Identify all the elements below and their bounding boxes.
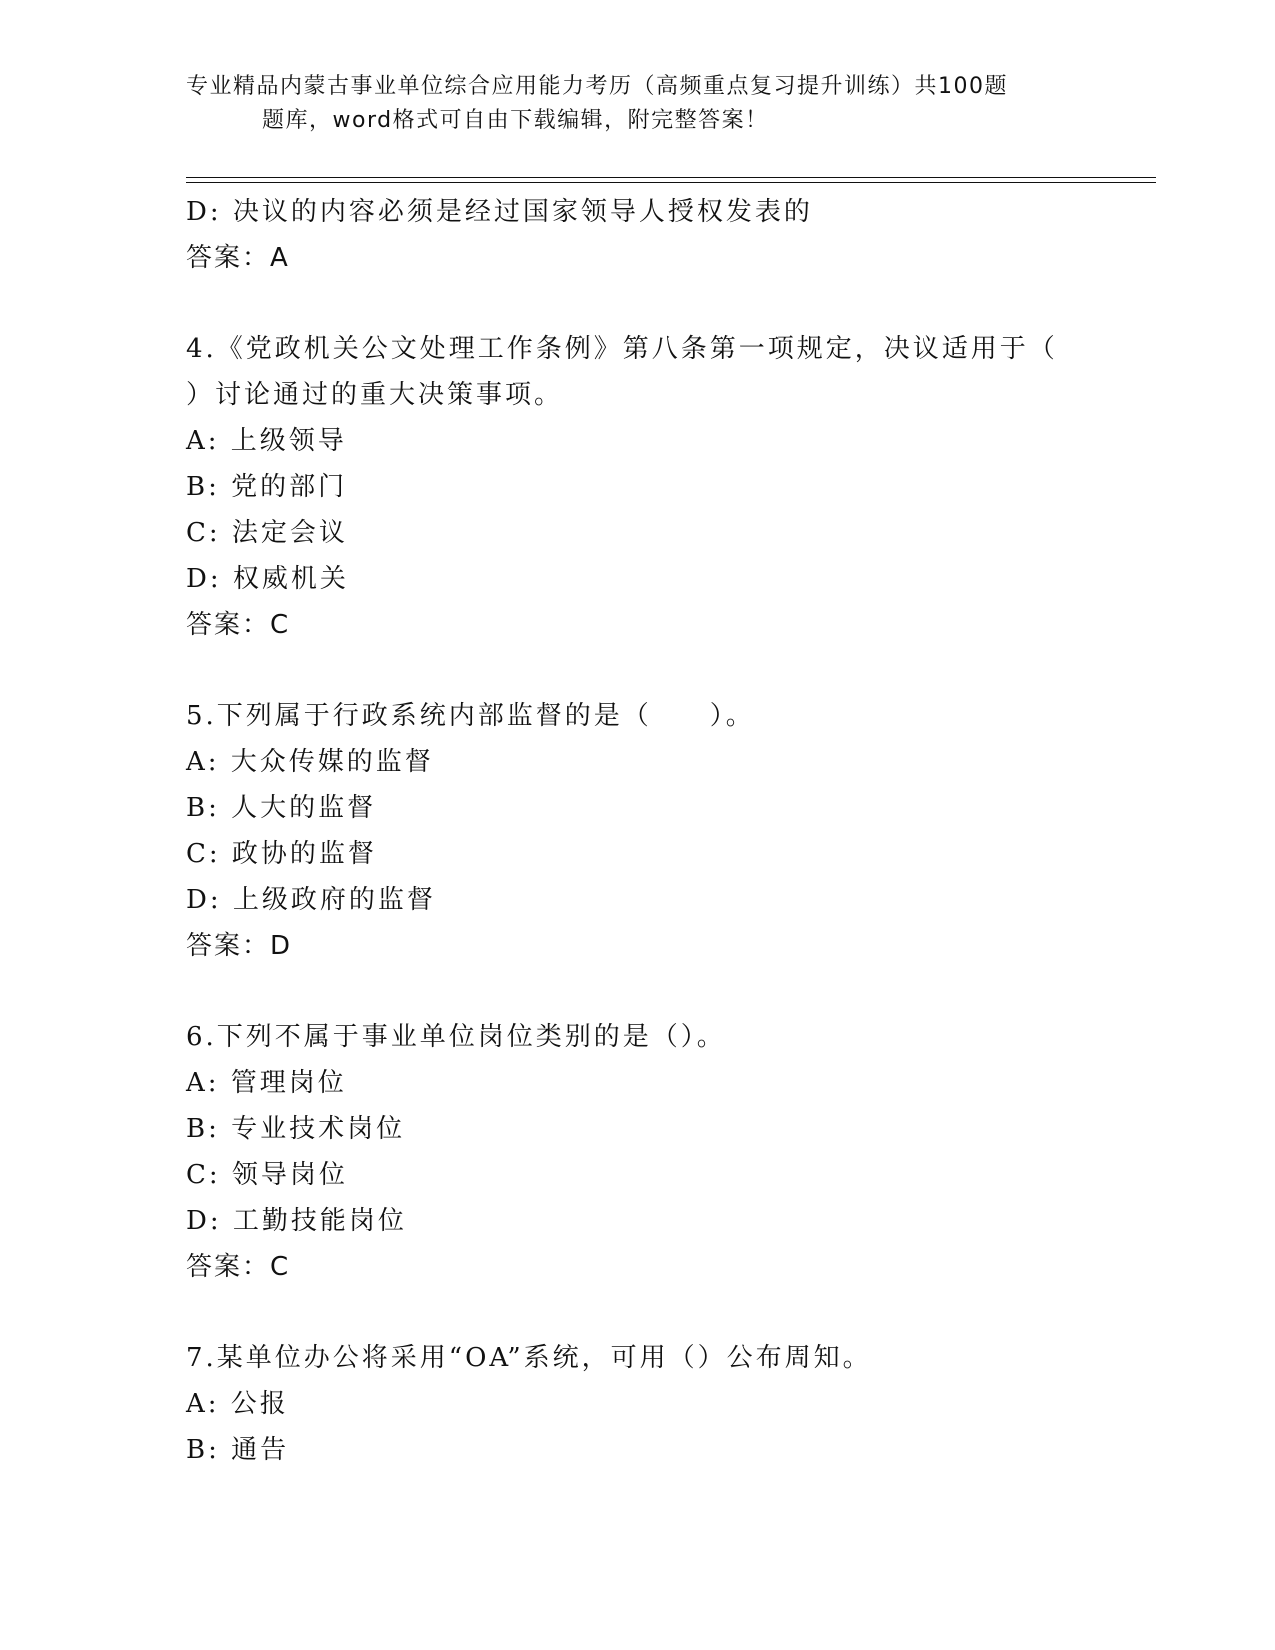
- q5-option-d: D: 上级政府的监督: [186, 885, 436, 915]
- q4-option-b: B: 党的部门: [186, 472, 348, 502]
- q6-answer: 答案：C: [186, 1252, 291, 1282]
- document-header: [186, 70, 1086, 138]
- question-block-7: [186, 1335, 1146, 1473]
- q4-stem-line1: 4.《党政机关公文处理工作条例》第八条第一项规定，决议适用于（: [186, 334, 1058, 364]
- header-title-line2: 题库，word格式可自由下载编辑，附完整答案！: [262, 108, 769, 133]
- spacer: [186, 648, 1146, 693]
- question-list: [186, 189, 1146, 1473]
- spacer: [186, 1290, 1146, 1335]
- q3-answer: 答案：A: [186, 243, 290, 273]
- q5-stem: 5.下列属于行政系统内部监督的是（ ）。: [186, 701, 755, 731]
- q7-option-a: A: 公报: [186, 1389, 289, 1419]
- header-rule-top: [186, 177, 1156, 178]
- q7-option-b: B: 通告: [186, 1435, 290, 1465]
- header-title-line1: 专业精品内蒙古事业单位综合应用能力考历（高频重点复习提升训练）共100题: [186, 74, 1008, 99]
- q7-stem: 7.某单位办公将采用“OA”系统，可用（）公布周知。: [186, 1343, 872, 1373]
- q4-option-d: D: 权威机关: [186, 564, 349, 594]
- q4-answer: 答案：C: [186, 610, 291, 640]
- q5-option-b: B: 人大的监督: [186, 793, 377, 823]
- q4-option-c: C: 法定会议: [186, 518, 348, 548]
- q5-option-a: A: 大众传媒的监督: [186, 747, 434, 777]
- q6-option-a: A: 管理岗位: [186, 1068, 347, 1098]
- q6-option-b: B: 专业技术岗位: [186, 1114, 406, 1144]
- q6-option-d: D: 工勤技能岗位: [186, 1206, 407, 1236]
- q5-option-c: C: 政协的监督: [186, 839, 377, 869]
- q3-option-d: D: 决议的内容必须是经过国家领导人授权发表的: [186, 197, 813, 227]
- q4-option-a: A: 上级领导: [186, 426, 347, 456]
- q5-answer: 答案：D: [186, 931, 293, 961]
- header-rule-bottom: [186, 182, 1156, 183]
- spacer: [186, 969, 1146, 1014]
- question-block-6: [186, 1014, 1146, 1290]
- q6-option-c: C: 领导岗位: [186, 1160, 348, 1190]
- question-block-4: [186, 326, 1146, 648]
- spacer: [186, 281, 1146, 326]
- question-block-5: [186, 693, 1146, 969]
- question-block-3: [186, 189, 1146, 281]
- q4-stem-line2: ）讨论通过的重大决策事项。: [186, 380, 564, 410]
- q6-stem: 6.下列不属于事业单位岗位类别的是（）。: [186, 1022, 726, 1052]
